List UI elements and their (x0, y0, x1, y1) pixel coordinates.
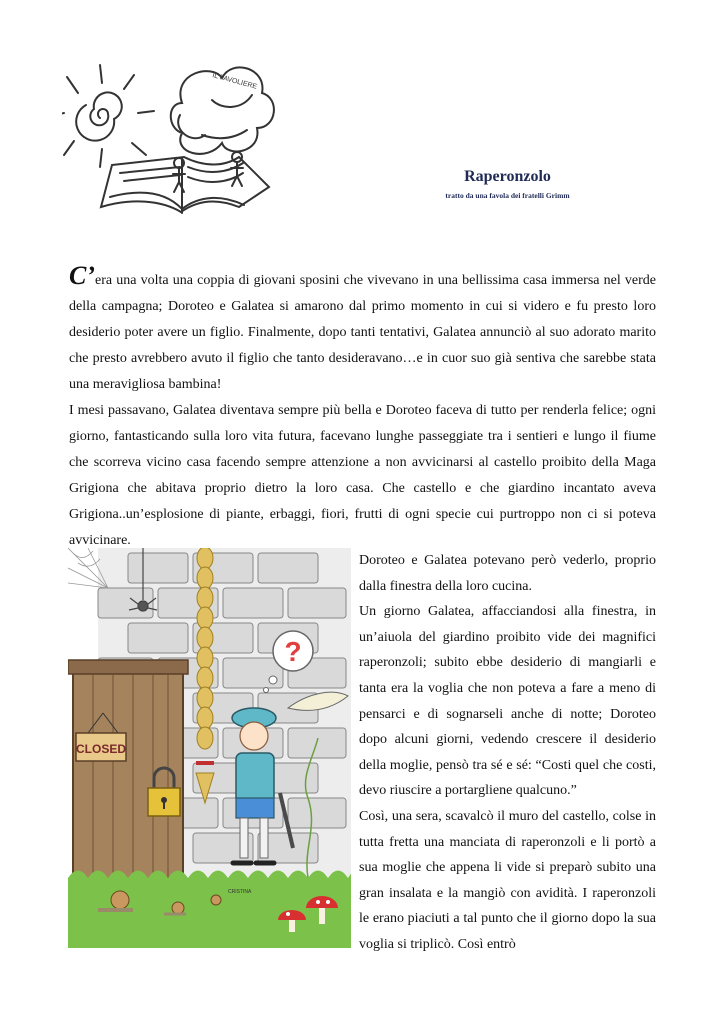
doroteo-wall-drawing-icon (68, 548, 351, 948)
paragraph-5: Così, una sera, scavalcò il muro del castello, colse in tutta fretta una manciata di raperonzoli e li portò a sua moglie che appena li vide si preparò subito una gran insalata e la mangiò con avidità. I raperonzoli le erano piaciuti a tal punto che il giorno dopo la sua voglia si triplicò. Così entrò (359, 808, 656, 952)
svg-text:?: ? (284, 636, 302, 667)
logo-text: IL FAVOLIERE (211, 72, 258, 91)
story-title: Raperonzolo (464, 168, 551, 185)
drop-cap: C’ (69, 261, 95, 290)
paragraph-4: Un giorno Galatea, affacciandosi alla finestra, in un’aiuola del giardino proibito vide dei magnifici raperonzoli; subito ebbe desiderio di mangiarli e tanta era la voglia che non poteva a fare a meno di pensarci e di sognarseli anche di notte; Doroteo dopo alcuni giorni, vedendo crescere il desiderio della moglie, pensò tra sé e sé: “Costi quel che costi, devo riuscire a portargliene qualcuno.” (359, 604, 656, 799)
story-subtitle: tratto da una favola dei fratelli Grimm (445, 191, 570, 200)
story-body (69, 261, 656, 554)
door-sign-text: CLOSED (75, 742, 127, 756)
paragraph-3: Doroteo e Galatea potevano però vederlo, proprio dalla finestra della loro cucina. (359, 553, 656, 594)
favoliere-logo (62, 55, 284, 230)
title-block (400, 167, 615, 201)
paragraph-1 (69, 261, 656, 398)
artist-signature: CRISTINA (228, 889, 252, 895)
castle-wall-illustration (68, 548, 351, 948)
story-side-column (359, 548, 656, 958)
paragraph-1-text: era una volta una coppia di giovani sposini che vivevano in una bellissima casa immersa nel verde della campagna; Doroteo e Galatea si amarono dal primo momento in cui si videro e fu presto loro desiderio poter avere un figlio. Finalmente, dopo tanti tentativi, Galatea annunciò al suo adorato marito che presto avrebbero avuto il figlio che tanto desideravano…e in cuor suo già sentiva che sarebbe stata una meravigliosa bambina! (69, 273, 656, 392)
paragraph-2: I mesi passavano, Galatea diventava sempre più bella e Doroteo faceva di tutto per renderla felice; ogni giorno, fantasticando sulla loro vita futura, facevano lunghe passeggiate tra i sentieri e lungo il fiume che scorreva vicino casa facendo sempre attenzione a non avvicinarsi al castello proibito della Maga Grigiona che abitava proprio dietro la loro casa. Che castello e che giardino incantato aveva Grigiona..un’esplosione di piante, erbaggi, fiori, frutti di ogni specie cui purtroppo non ci si poteva avvicinare. (69, 403, 656, 548)
book-sun-logo-icon (62, 55, 284, 230)
